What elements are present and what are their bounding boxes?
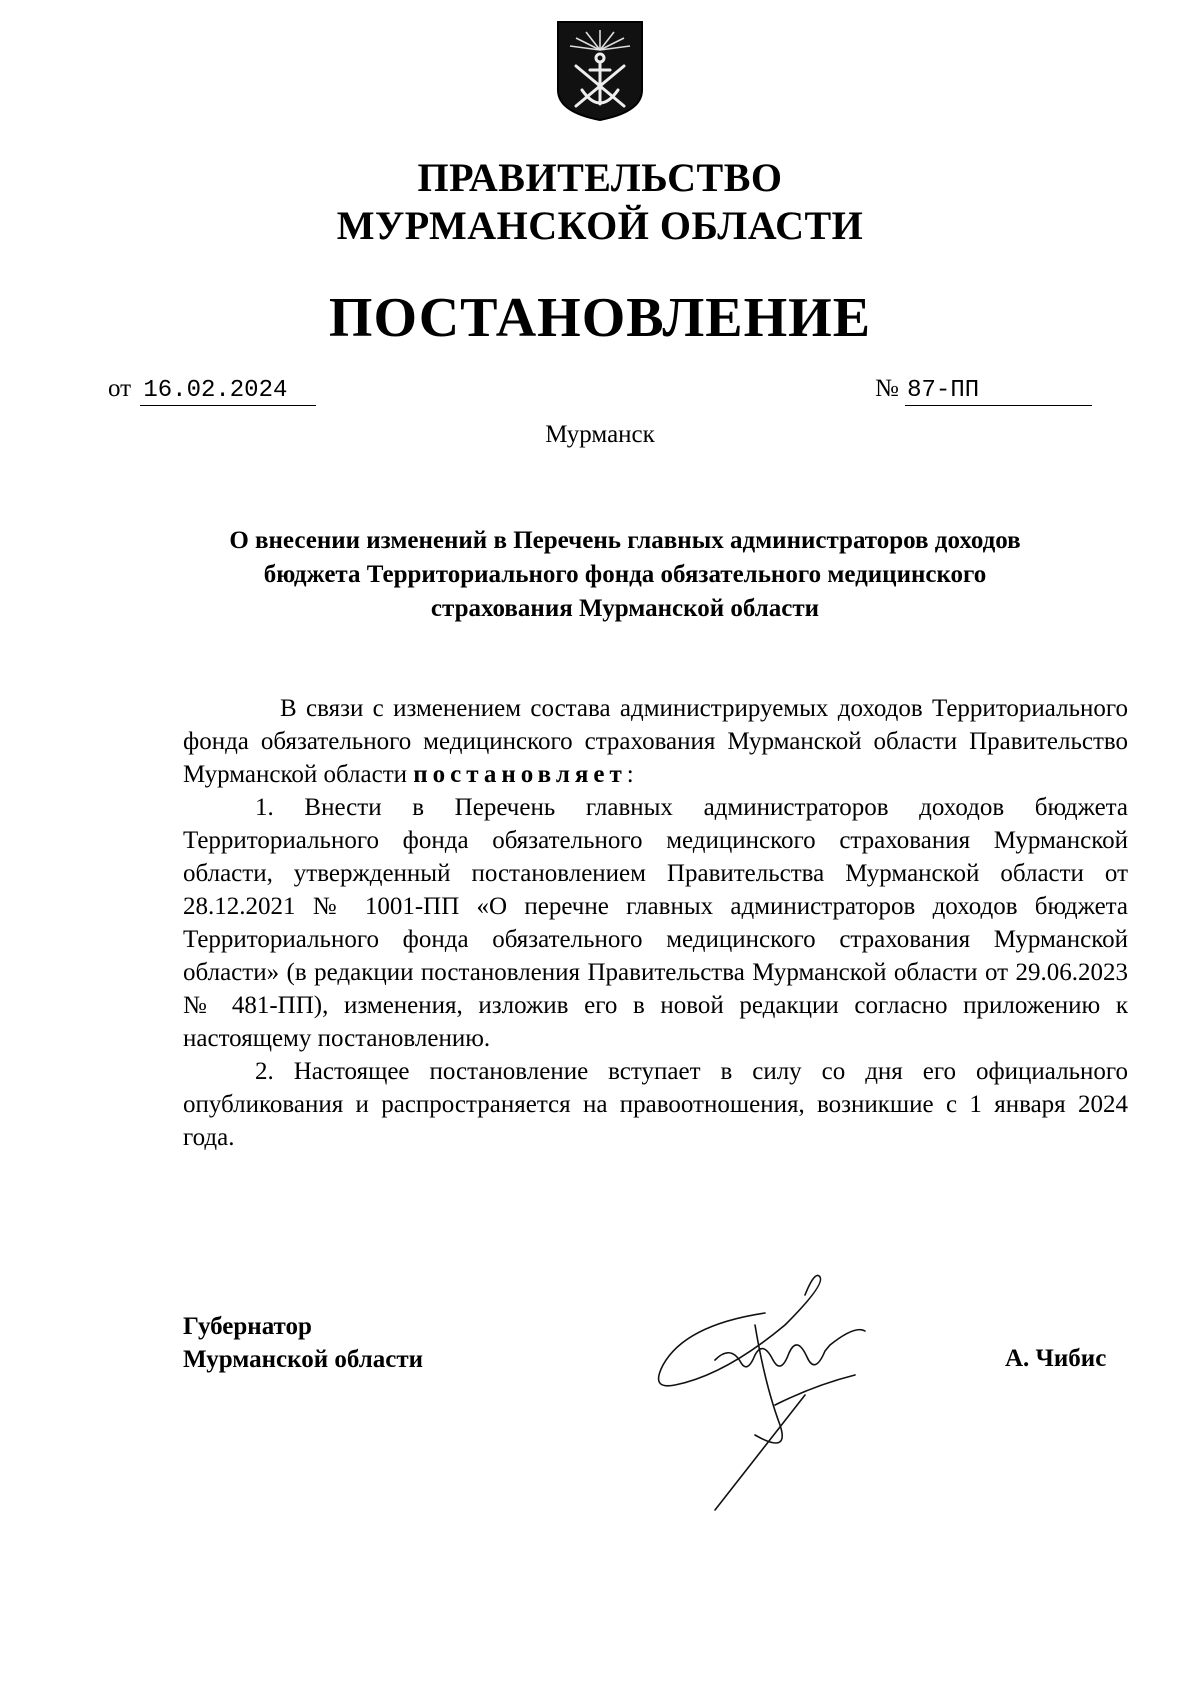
- document-subject: [160, 524, 1090, 626]
- document-date: [108, 374, 287, 406]
- signatory-title: [183, 1310, 423, 1376]
- resolution-item-2: 2. Настоящее постановление вступает в силу со дня его официального опубликования и распространяется на правоотношения, возникшие с 1 января 2024 года.: [183, 1058, 1128, 1151]
- date-prefix: от: [108, 375, 132, 402]
- number-underline: [905, 405, 1092, 406]
- subject-line: бюджета Территориального фонда обязательного медицинского: [263, 561, 987, 588]
- resolves-word: постановляет: [413, 761, 627, 788]
- document-type: ПОСТАНОВЛЕНИЕ: [328, 287, 872, 349]
- city: Мурманск: [545, 421, 655, 448]
- date-underline: [140, 405, 316, 406]
- number-prefix: №: [875, 375, 899, 402]
- subject-line: страхования Мурманской области: [430, 595, 820, 622]
- signatory-title-line: Губернатор: [183, 1313, 312, 1340]
- preamble-text: В связи с изменением состава администрируемых доходов Территориального фонда обязательного медицинского страхования Мурманской области Правительство Мурманской области: [183, 695, 1128, 788]
- preamble-paragraph: [183, 692, 1128, 791]
- handwritten-signature: [655, 1265, 915, 1515]
- signatory-name: А. Чибис: [1005, 1345, 1107, 1372]
- number-value: 87-ПП: [907, 377, 980, 404]
- subject-line: О внесении изменений в Перечень главных администраторов доходов: [229, 527, 1021, 554]
- resolves-colon: :: [626, 761, 634, 788]
- organization-name: ПРАВИТЕЛЬСТВО: [417, 155, 783, 200]
- organization-region: МУРМАНСКОЙ ОБЛАСТИ: [336, 203, 864, 248]
- date-value: 16.02.2024: [143, 377, 288, 404]
- document-number: [875, 374, 979, 406]
- resolution-item-1: 1. Внести в Перечень главных администраторов доходов бюджета Территориального фонда обязательного медицинского страхования Мурманской области, утвержденный постановлением Правительства Мурманской области от 28.12.2021 № 1001-ПП «О перечне главных администраторов доходов бюджета Территориального фонда обязательного медицинского страхования Мурманской области» (в редакции постановления Правительства Мурманской области от 29.06.2023 № 481-ПП), изменения, изложив его в новой редакции согласно приложению к настоящему постановлению.: [183, 794, 1128, 1052]
- coat-of-arms-icon: [556, 20, 644, 122]
- signatory-title-line: Мурманской области: [183, 1346, 424, 1373]
- document-body: [183, 692, 1128, 1154]
